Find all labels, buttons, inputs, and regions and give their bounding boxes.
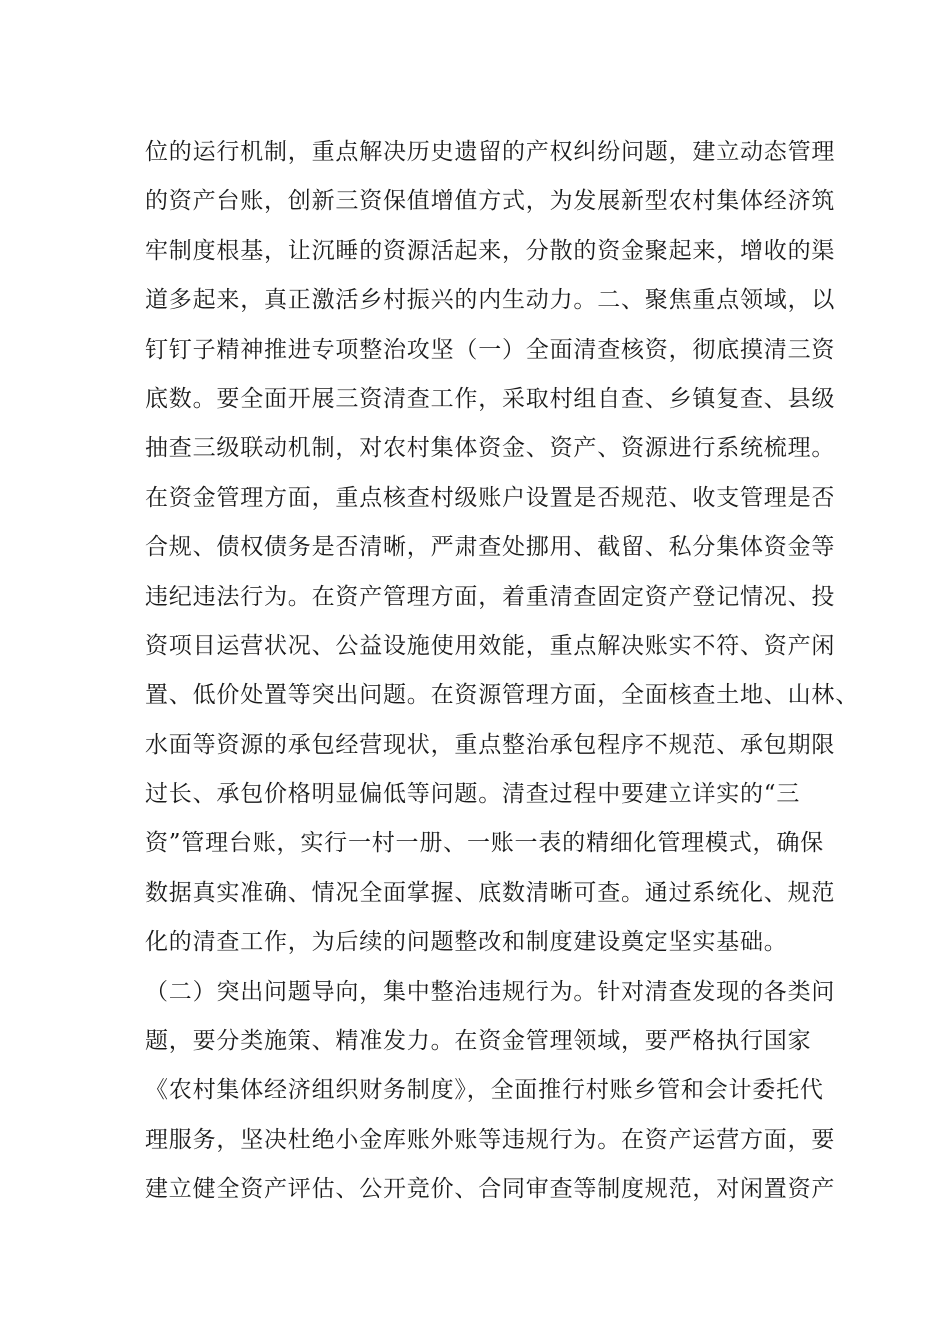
text-line: 数据真实准确、情况全面掌握、底数清晰可查。通过系统化、规范	[145, 879, 836, 906]
text-line: 违纪违法行为。在资产管理方面，着重清查固定资产登记情况、投	[145, 583, 836, 610]
body-text	[145, 128, 859, 1215]
text-line: 置、低价处置等突出问题。在资源管理方面，全面核查土地、山林、	[145, 682, 859, 709]
text-line: 水面等资源的承包经营现状，重点整治承包程序不规范、承包期限	[145, 731, 836, 758]
text-line: 理服务，坚决杜绝小金库账外账等违规行为。在资产运营方面，要	[145, 1126, 836, 1153]
text-line: 底数。要全面开展三资清查工作，采取村组自查、乡镇复查、县级	[145, 385, 836, 412]
text-line: （二）突出问题导向，集中整治违规行为。针对清查发现的各类问	[145, 978, 836, 1005]
text-line: 建立健全资产评估、公开竞价、合同审查等制度规范，对闲置资产	[145, 1176, 836, 1203]
text-line: 《农村集体经济组织财务制度》，全面推行村账乡管和会计委托代	[145, 1077, 824, 1104]
text-line: 的资产台账，创新三资保值增值方式，为发展新型农村集体经济筑	[145, 188, 836, 215]
text-line: 资”管理台账，实行一村一册、一账一表的精细化管理模式，确保	[145, 830, 824, 857]
text-line: 合规、债权债务是否清晰，严肃查处挪用、截留、私分集体资金等	[145, 534, 836, 561]
text-line: 题，要分类施策、精准发力。在资金管理领域，要严格执行国家	[145, 1028, 812, 1055]
text-line: 道多起来，真正激活乡村振兴的内生动力。二、聚焦重点领域，以	[145, 287, 836, 314]
text-line: 资项目运营状况、公益设施使用效能，重点解决账实不符、资产闲	[145, 632, 836, 659]
text-line: 在资金管理方面，重点核查村级账户设置是否规范、收支管理是否	[145, 484, 836, 511]
text-line: 化的清查工作，为后续的问题整改和制度建设奠定坚实基础。	[145, 929, 788, 956]
text-line: 抽查三级联动机制，对农村集体资金、资产、资源进行系统梳理。	[145, 435, 836, 462]
text-line: 位的运行机制，重点解决历史遗留的产权纠纷问题，建立动态管理	[145, 139, 836, 165]
text-line: 过长、承包价格明显偏低等问题。清查过程中要建立详实的“三	[145, 781, 801, 808]
text-line: 牢制度根基，让沉睡的资源活起来，分散的资金聚起来，增收的渠	[145, 237, 836, 264]
text-line: 钉钉子精神推进专项整治攻坚（一）全面清查核资，彻底摸清三资	[145, 336, 836, 363]
